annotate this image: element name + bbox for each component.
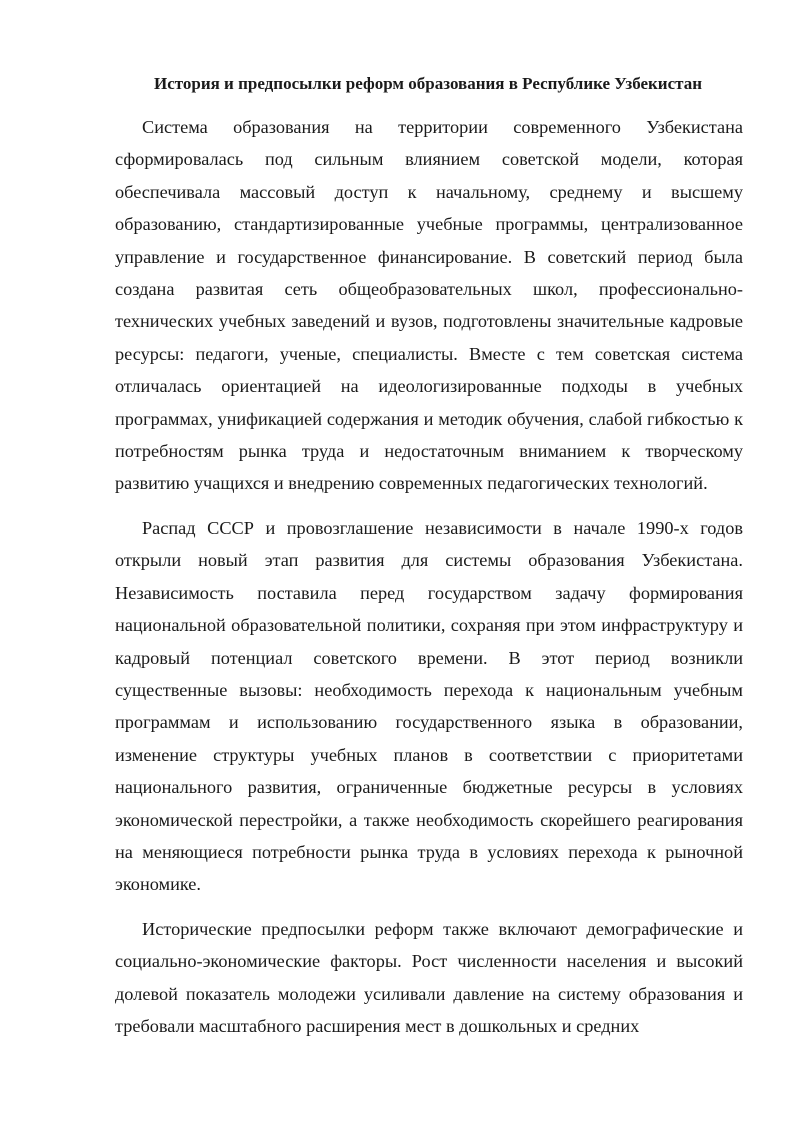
paragraph-demographics: Исторические предпосылки реформ также включают демографические и социально-экономические факторы. Рост численности населения и высокий долевой показатель молодежи усиливали давление на систему образования и требовали масштабного расширения мест в дошкольных и средних — [115, 918, 743, 1036]
paragraph-independence: Распад СССР и провозглашение независимости в начале 1990-х годов открыли новый этап развития для системы образования Узбекистана. Независимость поставила перед государством задачу формирования национальной образовательной политики, сохраняя при этом инфраструктуру и кадровый потенциал советского времени. В этот период возникли существенные вызовы: необходимость перехода к национальным учебным программам и использованию государственного языка в образовании, изменение структуры учебных планов в соответствии с приоритетами национального развития, ограниченные бюджетные ресурсы в условиях экономической перестройки, а также необходимость скорейшего реагирования на меняющиеся потребности рынка труда в условиях перехода к рыночной экономике. — [115, 517, 743, 895]
document-title: История и предпосылки реформ образования в Республике Узбекистан — [153, 74, 703, 93]
paragraph-soviet-legacy: Система образования на территории современного Узбекистана сформировалась под сильным влиянием советской модели, которая обеспечивала массовый доступ к начальному, среднему и высшему образованию, стандартизированные учебные программы, централизованное управление и государственное финансирование. В советский период была создана развитая сеть общеобразовательных школ, профессионально-технических учебных заведений и вузов, подготовлены значительные кадровые ресурсы: педагоги, ученые, специалисты. Вместе с тем советская система отличалась ориентацией на идеологизированные подходы в учебных программах, унификацией содержания и методик обучения, слабой гибкостью к потребностям рынка труда и недостаточным вниманием к творческому развитию учащихся и внедрению современных педагогических технологий. — [115, 117, 743, 494]
